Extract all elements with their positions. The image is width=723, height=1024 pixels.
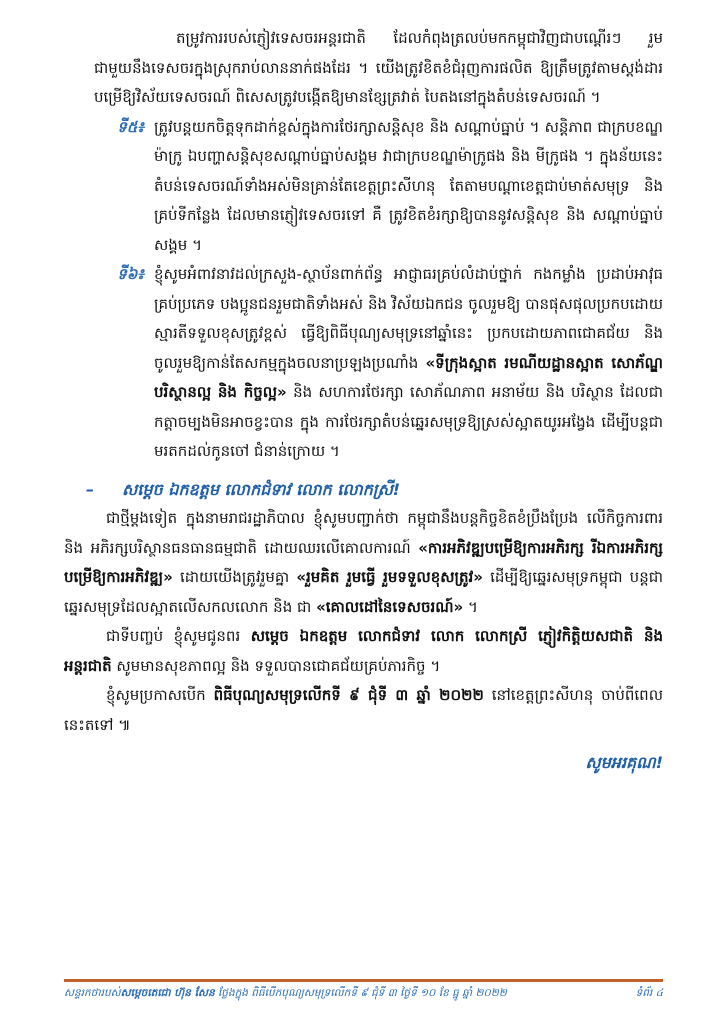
page-number: ទំព័រ ៤: [635, 987, 663, 999]
salutation-heading: [86, 475, 663, 505]
para2-part2: សូមមានសុខភាពល្អ និង ទទួលបានជោគជ័យគ្រប់ភារកិច្ច ។: [116, 656, 441, 675]
paragraph-commitment: [64, 504, 663, 622]
item6-campaign-slogan: «ទីក្រុងស្អាត រមណីយដ្ឋានស្អាត សោភ័ណ្ឌ បរិស្ថានល្អ និង កិច្ចល្អ»: [154, 353, 663, 401]
para2-part1: ជាទីបញ្ចប់ ខ្ញុំសូមជូនពរ: [106, 627, 241, 645]
page-content: [64, 24, 663, 778]
item-text-6: [154, 260, 663, 467]
footer-speaker: សម្តេចតេជោ ហ៊ុន សែន: [120, 987, 215, 999]
item-number-6: ទី៦៖: [117, 265, 144, 283]
page-footer: [64, 987, 663, 1002]
footer-caption: [64, 987, 507, 1002]
item6-text-part1: ខ្ញុំសូមអំពាវនាវដល់ក្រសួង-ស្ថាប័នពាក់ព័ន្ធ អាជ្ញាធរគ្រប់លំដាប់ថ្នាក់ កងកម្លាំង ប្រដាប់អាវុធគ្រប់ប្រភេទ បងប្អូនជនរួមជាតិទាំងអស់ និង វិស័យឯកជន ចូលរួមឱ្យ បានផុសផុលប្រកបដោយស្មារតីទទួលខុសត្រូវខ្ពស់ ធ្វើឱ្យពិធីបុណ្យសមុទ្រនៅឆ្នាំនេះ ប្រកបដោយភាពជោគជ័យ និង ចូលរួមឱ្យកាន់តែសកម្មក្នុងចលនាប្រឡងប្រណាំង: [154, 265, 663, 372]
item6-text-part2: និង សហការថែរក្សា សោភ័ណភាព អនាម័យ និង បរិស្ថាន ដែលជាកត្តាចម្បងមិនអាចខ្វះបាន ក្នុង ការថែរក្សាតំបន់ឆ្នេរសមុទ្រឱ្យស្រស់ស្អាតយូរអង្វែង ដើម្បីបន្តជាមរតកដល់កូនចៅ ជំនាន់ក្រោយ ។: [154, 383, 663, 460]
footer-divider: [64, 979, 663, 982]
footer-prefix: សន្ទរកថារបស់: [64, 987, 121, 999]
item-number-5: ទី៥៖: [117, 117, 144, 136]
footer-event: ថ្លែងក្នុង ពិធីបើកបុណ្យសមុទ្រលើកទី ៩ ជុំទី ៣ ថ្ងៃទី ១០ ខែ ធ្នូ ឆ្នាំ ២០២២: [214, 987, 507, 999]
para1-part1: ជាថ្មីម្តងទៀត ក្នុងនាមរាជរដ្ឋាភិបាល ខ្ញុំសូមបញ្ជាក់ថា កម្ពុជានឹងបន្តកិច្ចខិតខំប្រឹងប្រែង លើកិច្ចការពារ និង អភិរក្សបរិស្ថានធនធានធម្មជាតិ ដោយឈរលើគោលការណ៍: [64, 509, 663, 557]
para3-part1: ខ្ញុំសូមប្រកាសបើក: [106, 686, 206, 704]
paragraph-opening: [64, 681, 663, 740]
para1-destination: «គោលដៅនៃទេសចរណ៍»: [316, 597, 464, 616]
para3-festival-name: ពិធីបុណ្យសមុទ្រលើកទី ៩ ជុំទី ៣ ឆ្នាំ ២០២២: [213, 686, 484, 704]
para1-part2: ដោយយើងត្រូវរួមគ្នា: [179, 568, 290, 586]
para2-guests: សម្តេច ឯកឧត្តម លោកជំទាវ លោក លោកស្រី ភ្ញៀវកិត្តិយសជាតិ និង អន្តរជាតិ: [64, 627, 663, 675]
continuation-paragraph: តម្រូវការរបស់ភ្ញៀវទេសចរអន្តរជាតិ ដែលកំពុងត្រលប់មកកម្ពុជាវិញជាបណ្ដើរៗ រួមជាមួយនឹងទេសចរក្នុងស្រុករាប់លាននាក់ផងដែរ ។ យើងត្រូវខិតខំជំរុញការផលិត ឱ្យត្រឹមត្រូវតាមស្តង់ដារបម្រើឱ្យវិស័យទេសចរណ៍ ពិសេសត្រូវបង្កើតឱ្យមានខ្សែត្រវាត់ បៃតងនៅក្នុងតំបន់ទេសចរណ៍ ។: [94, 29, 663, 106]
para3-part2: នៅខេត្តព្រះសីហនុ ចាប់ពីពេលនេះតទៅ ៕: [64, 686, 663, 734]
paragraph-wishes: [64, 622, 663, 681]
list-item-5: [94, 113, 663, 261]
closing-thanks: សូមអរគុណ!: [585, 753, 663, 772]
list-item-6: [94, 260, 663, 467]
para1-part4: ។: [468, 597, 478, 616]
item-text-5: ត្រូវបន្តយកចិត្តទុកដាក់ខ្ពស់ក្នុងការថែរក្សាសន្តិសុខ និង សណ្តាប់ធ្នាប់ ។ សន្តិភាព ជាក្របខណ្ឌម៉ាក្រូ ឯបញ្ហាសន្តិសុខសណ្តាប់ធ្នាប់សង្គម វាជាក្របខណ្ឌម៉ាក្រូផង និង មីក្រូផង ។ ក្នុងន័យនេះ តំបន់ទេសចរណ៍ទាំងអស់មិនគ្រាន់តែខេត្តព្រះសីហនុ តែតាមបណ្តាខេត្តជាប់មាត់សមុទ្រ និង គ្រប់ទីកន្លែង ដែលមានភ្ញៀវទេសចរទៅ គឺ ត្រូវខិតខំរក្សាឱ្យបាននូវសន្តិសុខ និង សណ្តាប់ធ្នាប់សង្គម ។: [154, 117, 663, 254]
dash-mark: –: [86, 479, 94, 499]
para1-principle: «ការអភិវឌ្ឍបម្រើឱ្យការអភិរក្ស រីឯការអភិរក្សបម្រើឱ្យការអភិវឌ្ឍ»: [64, 538, 663, 586]
salutation-text: សម្តេច ឯកឧត្តម លោកជំទាវ លោក លោកស្រី!: [122, 479, 401, 499]
para1-slogan: «រួមគិត រួមធ្វើ រួមទទួលខុសត្រូវ»: [296, 568, 483, 586]
para1-part3: ដើម្បីឱ្យឆ្នេរសមុទ្រកម្ពុជា បន្តជាឆ្នេរសមុទ្រដែលស្អាតលើសកលលោក និង ជា: [64, 568, 663, 616]
